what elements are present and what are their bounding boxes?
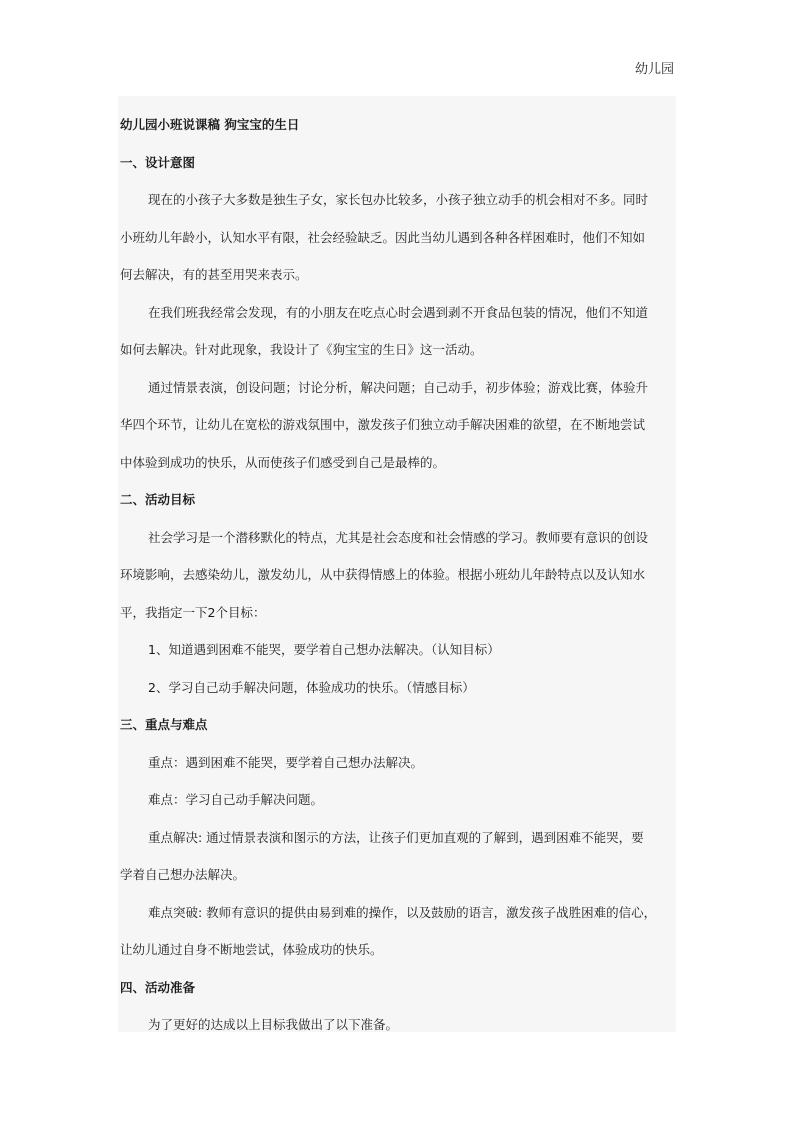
paragraph — [120, 294, 674, 369]
text-line: 华四个环节，让幼儿在宽松的游戏氛围中，激发孩子们独立动手解决困难的欲望，在不断地尝试 — [120, 417, 646, 432]
page-header: 幼儿园 — [634, 62, 674, 77]
paragraph — [120, 519, 674, 632]
document-title: 幼儿园小班说课稿 狗宝宝的生日 — [120, 117, 300, 132]
text-line: 让幼儿通过自身不断地尝试，体验成功的快乐。 — [120, 942, 383, 957]
text-line: 学着自己想办法解决。 — [120, 867, 246, 882]
text-line: 小班幼儿年龄小，认知水平有限，社会经验缺乏。因此当幼儿遇到各种各样困难时，他们不知如 — [120, 229, 646, 245]
text-line: 如何去解决。针对此现象，我设计了《狗宝宝的生日》这一活动。 — [120, 342, 483, 357]
text-line: 环境影响，去感染幼儿，激发幼儿，从中获得情感上的体验。根据小班幼儿年龄特点以及认知水 — [120, 567, 646, 582]
key-point: 重点：遇到困难不能哭，要学着自己想办法解决。 — [148, 754, 424, 770]
section-heading: 一、设计意图 — [120, 154, 196, 170]
text-line: 社会学习是一个潜移默化的特点，尤其是社会态度和社会情感的学习。教师要有意识的创设 — [148, 529, 649, 545]
section-heading: 二、活动目标 — [120, 492, 196, 507]
goal-item: 1、知道遇到困难不能哭，要学着自己想办法解决。（认知目标） — [148, 642, 500, 657]
text-line: 平，我指定一下2个目标： — [120, 604, 266, 620]
paragraph — [120, 369, 674, 482]
paragraph — [120, 894, 674, 969]
section-heading: 四、活动准备 — [120, 979, 196, 995]
text-line: 在我们班我经常会发现，有的小朋友在吃点心时会遇到剥不开食品包装的情况，他们不知道 — [148, 304, 649, 320]
text-line: 现在的小孩子大多数是独生子女，家长包办比较多，小孩子独立动手的机会相对不多。同时 — [148, 192, 649, 207]
difficult-point: 难点：学习自己动手解决问题。 — [148, 792, 324, 807]
section-heading: 三、重点与难点 — [120, 717, 208, 732]
text-line: 难点突破: 教师有意识的提供由易到难的操作，以及鼓励的语言，激发孩子战胜困难的信心， — [148, 904, 657, 920]
document-body — [118, 96, 676, 1032]
paragraph — [120, 181, 674, 294]
text-line: 中体验到成功的快乐，从而使孩子们感受到自己是最棒的。 — [120, 454, 446, 470]
text-line: 为了更好的达成以上目标我做出了以下准备。 — [148, 1017, 399, 1032]
goal-item: 2、学习自己动手解决问题，体验成功的快乐。（情感目标） — [148, 679, 475, 695]
paragraph — [120, 819, 674, 894]
text-line: 何去解决，有的甚至用哭来表示。 — [120, 267, 308, 282]
text-line: 通过情景表演，创设问题；讨论分析，解决问题；自己动手，初步体验；游戏比赛，体验升 — [148, 379, 649, 395]
text-line: 重点解决: 通过情景表演和图示的方法，让孩子们更加直观的了解到，遇到困难不能哭，要 — [148, 829, 644, 845]
